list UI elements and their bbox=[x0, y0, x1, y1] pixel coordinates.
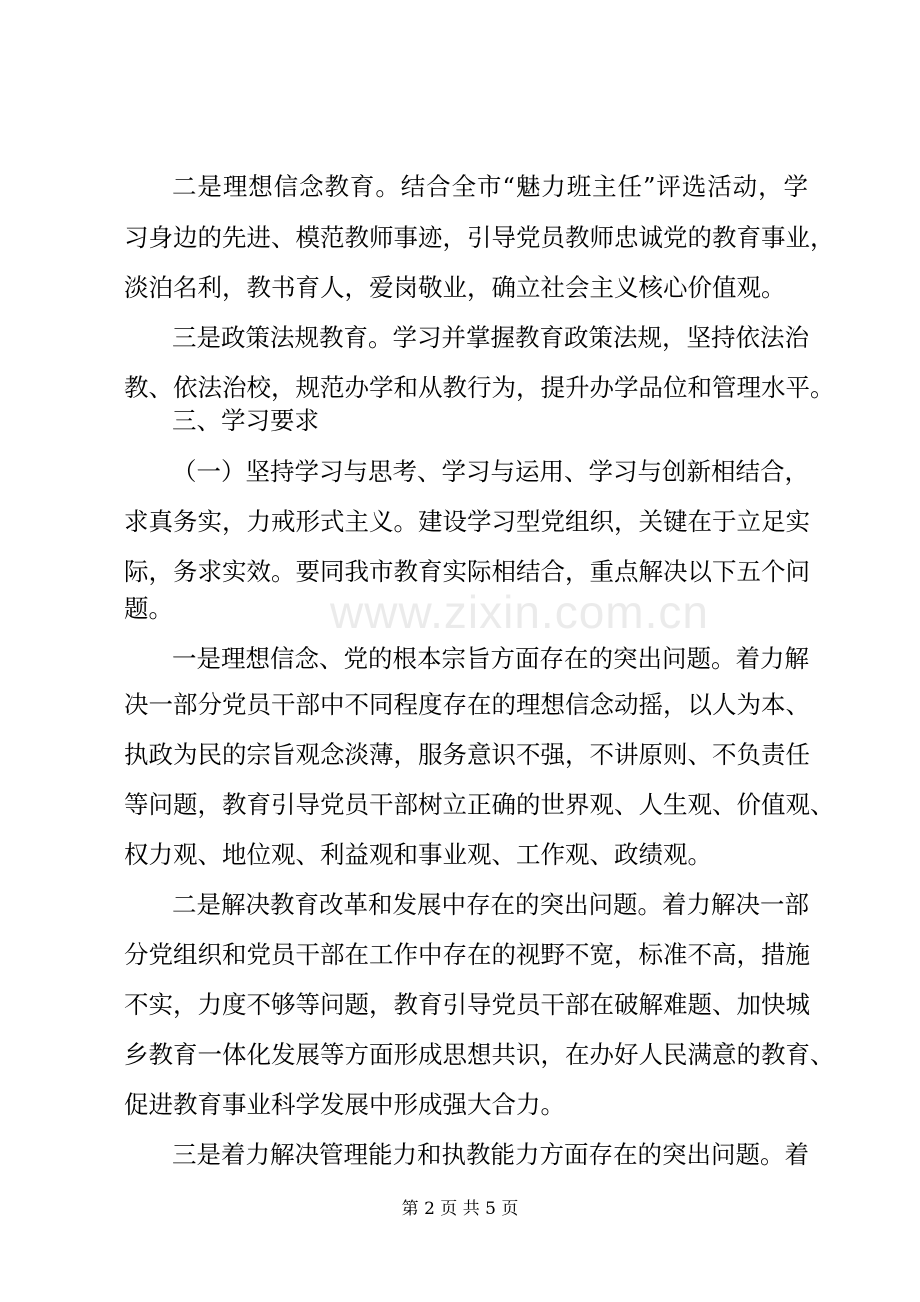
paragraph-line: 一是理想信念、党的根本宗旨方面存在的突出问题。着力解 bbox=[172, 644, 809, 673]
paragraph-line: （一）坚持学习与思考、学习与运用、学习与创新相结合， bbox=[172, 457, 809, 486]
paragraph-line: 习身边的先进、模范教师事迹，引导党员教师忠诚党的教育事业， bbox=[124, 223, 835, 252]
paragraph-line: 二是解决教育改革和发展中存在的突出问题。着力解决一部 bbox=[172, 890, 809, 919]
paragraph-line: 分党组织和党员干部在工作中存在的视野不宽，标准不高，措施 bbox=[124, 940, 810, 969]
paragraph-line: 决一部分党员干部中不同程度存在的理想信念动摇，以人为本、 bbox=[124, 690, 810, 719]
paragraph-line: 三是着力解决管理能力和执教能力方面存在的突出问题。着 bbox=[172, 1140, 809, 1169]
paragraph-line: 际，务求实效。要同我市教育实际相结合，重点解决以下五个问 bbox=[124, 557, 810, 586]
paragraph-line: 题。 bbox=[124, 594, 173, 623]
paragraph-line: 权力观、地位观、利益观和事业观、工作观、政绩观。 bbox=[124, 840, 712, 869]
paragraph-line: 乡教育一体化发展等方面形成思想共识，在办好人民满意的教育、 bbox=[124, 1040, 835, 1069]
paragraph-line: 不实，力度不够等问题，教育引导党员干部在破解难题、加快城 bbox=[124, 990, 810, 1019]
paragraph-line: 等问题，教育引导党员干部树立正确的世界观、人生观、价值观、 bbox=[124, 790, 835, 819]
paragraph-line: 促进教育事业科学发展中形成强大合力。 bbox=[124, 1090, 565, 1119]
paragraph-line: 求真务实，力戒形式主义。建设学习型党组织，关键在于立足实 bbox=[124, 507, 810, 536]
paragraph-line: 三是政策法规教育。学习并掌握教育政策法规，坚持依法治 bbox=[172, 323, 809, 352]
section-heading: 三、学习要求 bbox=[172, 406, 319, 435]
paragraph-line: 二是理想信念教育。结合全市“魅力班主任”评选活动，学 bbox=[172, 172, 808, 201]
paragraph-line: 执政为民的宗旨观念淡薄，服务意识不强，不讲原则、不负责任 bbox=[124, 740, 810, 769]
watermark: www.zixin.com.cn bbox=[330, 586, 709, 638]
page-footer: 第 2 页 共 5 页 bbox=[401, 1199, 519, 1219]
paragraph-line: 淡泊名利，教书育人，爱岗敬业，确立社会主义核心价值观。 bbox=[124, 273, 786, 302]
paragraph-line: 教、依法治校，规范办学和从教行为，提升办学品位和管理水平。 bbox=[124, 373, 835, 402]
